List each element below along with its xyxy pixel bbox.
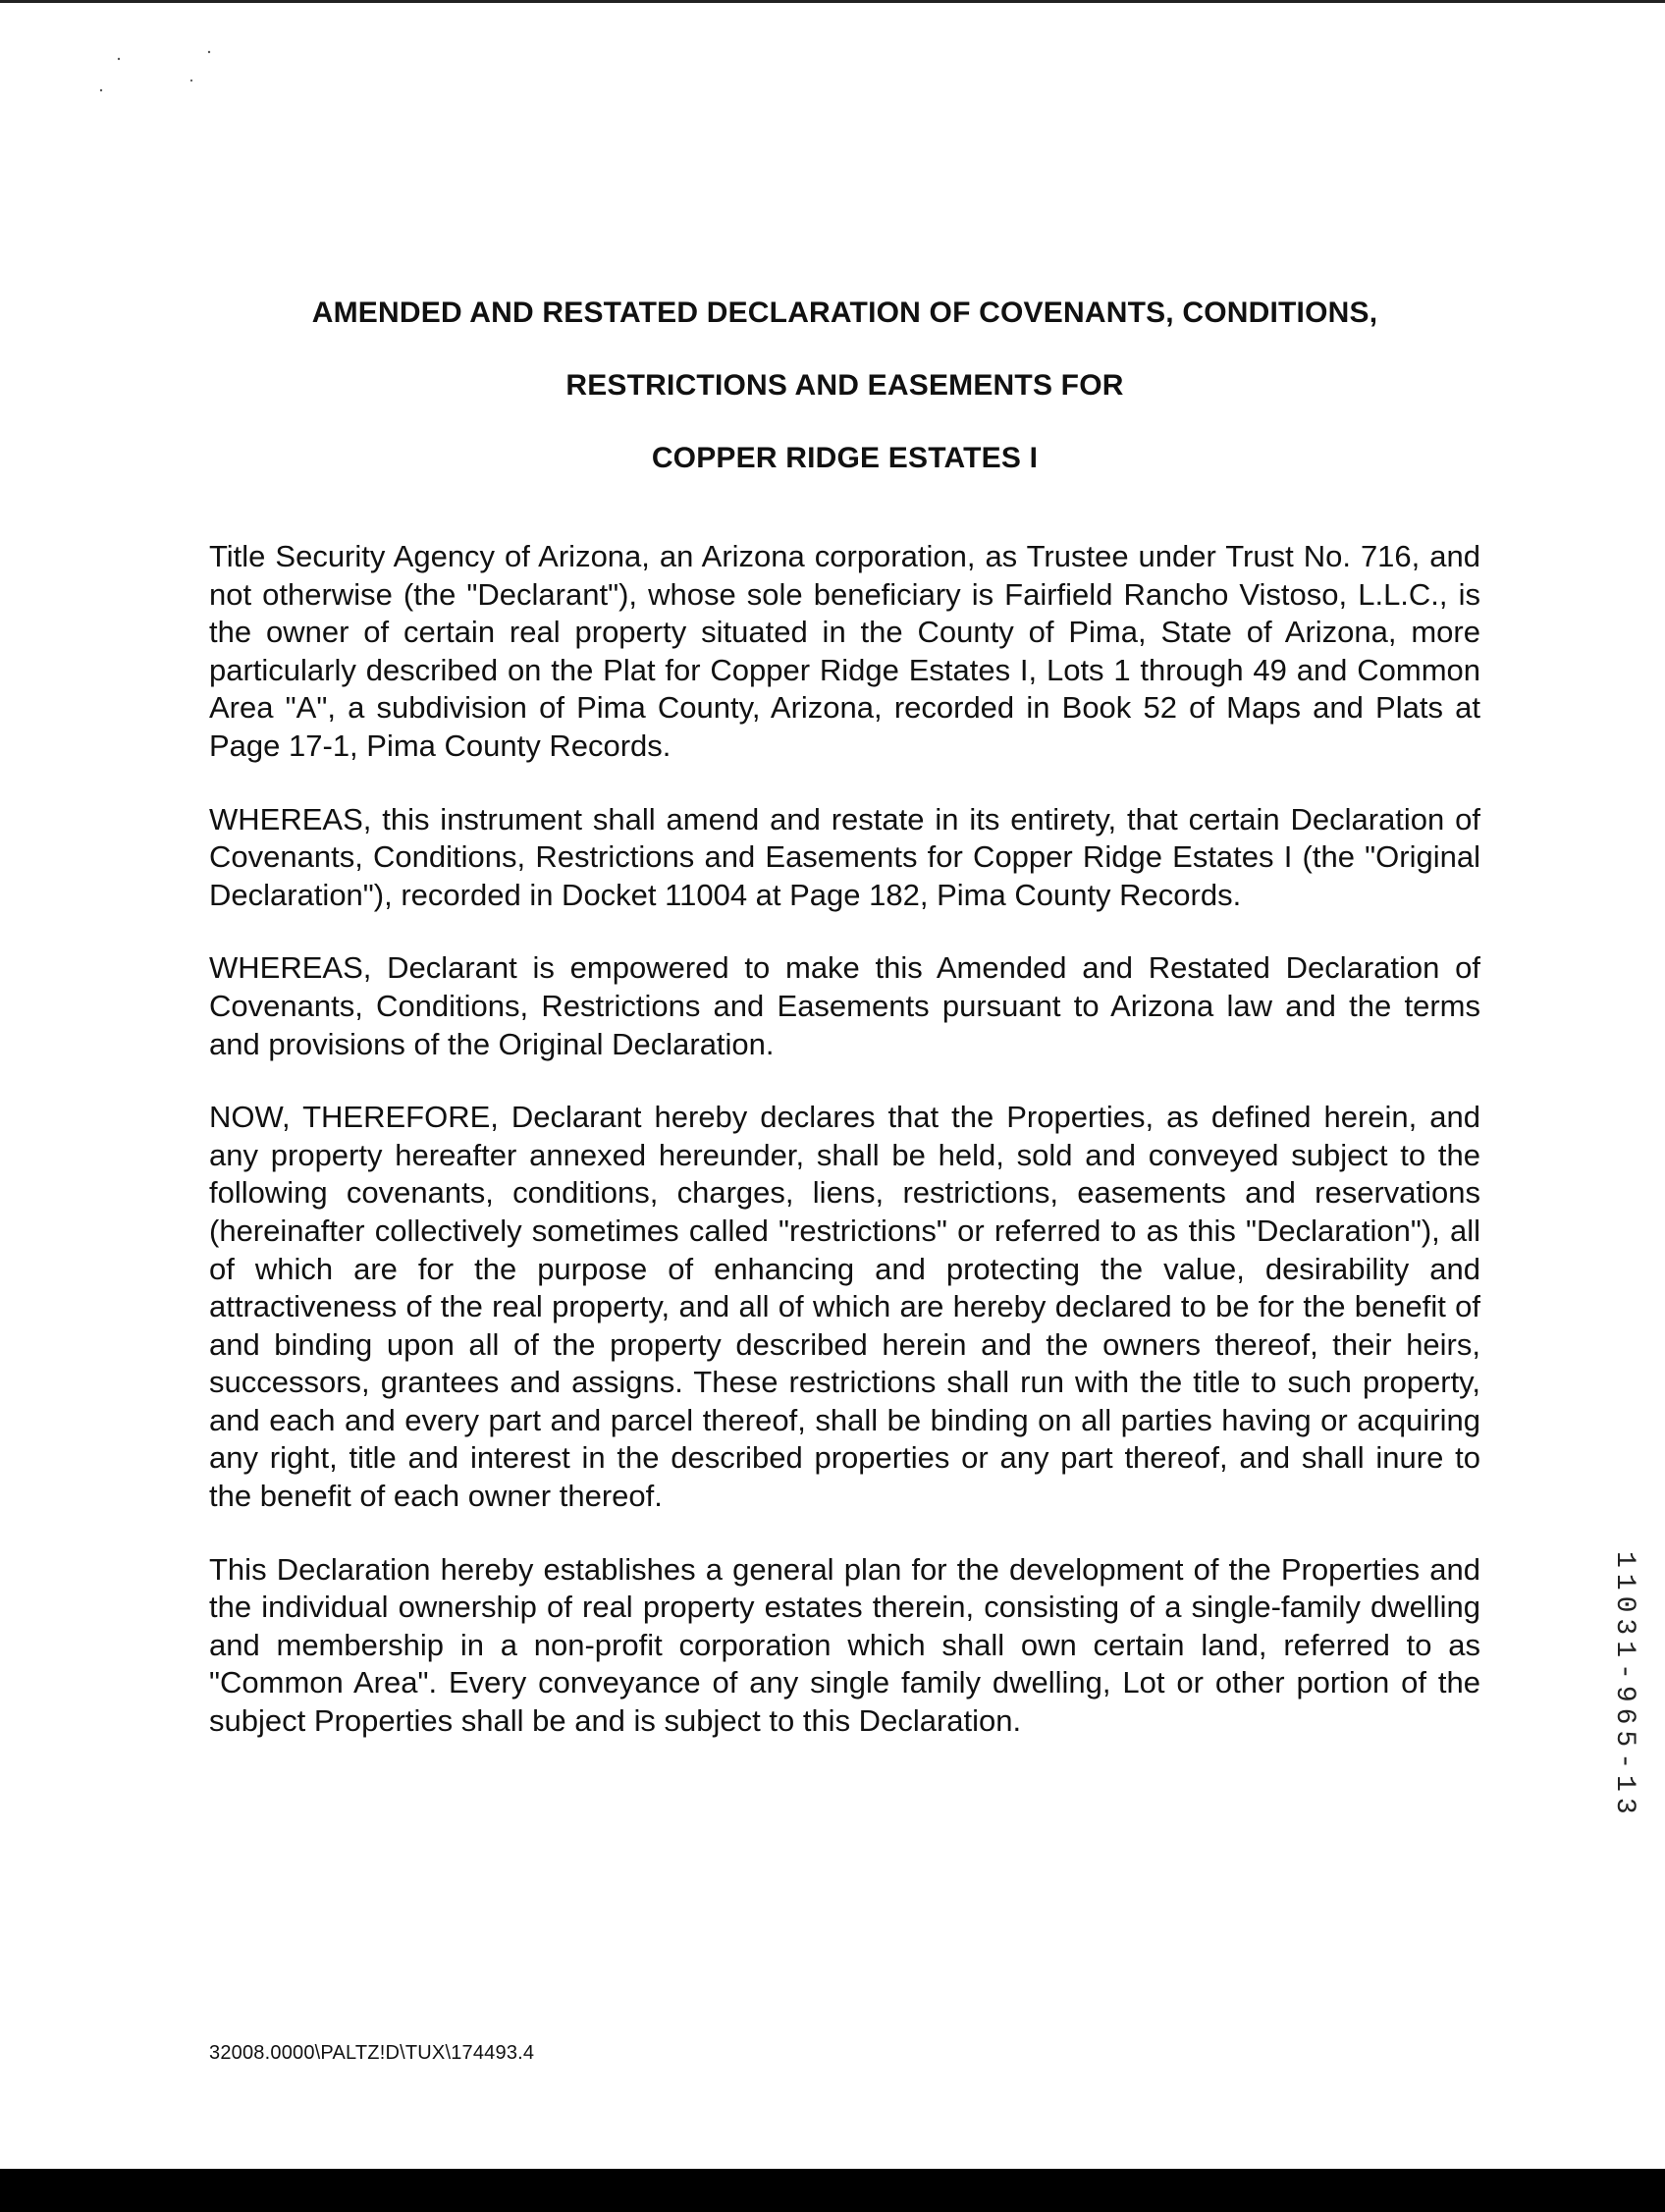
paragraph-whereas-empowered: WHEREAS, Declarant is empowered to make this Amended and Restated Declaration of Covenants, Conditions, Restrictions and Easements pursuant to Arizona law and the terms and provisions of the Original Declaration. (209, 950, 1480, 1061)
document-reference-code: 32008.0000\PALTZ!D\TUX\174493.4 (209, 2042, 535, 2064)
paragraph-whereas-original: WHEREAS, this instrument shall amend and restate in its entirety, that certain Declaration of Covenants, Conditions, Restrictions and Easements for Copper Ridge Estates I (the "Original Declaration"), recorded in Docket 11004 at Page 182, Pima County Records. (209, 801, 1480, 912)
paragraph-general-plan: This Declaration hereby establishes a general plan for the development of the Properties and the individual ownership of real property estates therein, consisting of a single-family dwelling and membership in a non-profit corporation which shall own certain land, referred to as "Common Area". Every conveyance of any single family dwelling, Lot or other portion of the subject Properties shall be and is subject to this Declaration. (209, 1551, 1480, 1739)
scan-specks (93, 49, 211, 118)
paragraph-declarant: Title Security Agency of Arizona, an Arizona corporation, as Trustee under Trust No. 716, and not otherwise (the "Declarant"), whose sole beneficiary is Fairfield Rancho Vistoso, L.L.C., is the owner of certain real property situated in the County of Pima, State of Arizona, more particularly described on the Plat for Copper Ridge Estates I, Lots 1 through 49 and Common Area "A", a subdivision of Pima County, Arizona, recorded in Book 52 of Maps and Plats at Page 17-1, Pima County Records. (209, 539, 1480, 763)
paragraph-now-therefore: NOW, THEREFORE, Declarant hereby declares that the Properties, as defined herein, and any property hereafter annexed hereunder, shall be held, sold and conveyed subject to the following covenants, conditions, charges, liens, restrictions, easements and reservations (hereinafter collectively sometimes called "restrictions" or referred to as this "Declaration"), all of which are for the purpose of enhancing and protecting the value, desirability and attractiveness of the real property, and all of which are hereby declared to be for the benefit of and binding upon all of the property described herein and the owners thereof, their heirs, successors, grantees and assigns. These restrictions shall run with the title to such property, and each and every part and parcel thereof, shall be binding on all parties having or acquiring any right, title and interest in the described properties or any part thereof, and shall inure to the benefit of each owner thereof. (209, 1100, 1480, 1514)
scan-bottom-edge (0, 2169, 1665, 2212)
recording-stamp-text: 11031-965-13 (1609, 1551, 1639, 1820)
title-line-2: RESTRICTIONS AND EASEMENTS FOR (565, 369, 1124, 402)
title-line-3: COPPER RIDGE ESTATES I (651, 442, 1039, 474)
page-top-border (0, 0, 1665, 3)
recording-stamp (1590, 1551, 1639, 1885)
title-line-1: AMENDED AND RESTATED DECLARATION OF COVENANTS, CONDITIONS, (311, 297, 1378, 329)
document-body (209, 538, 1480, 1776)
